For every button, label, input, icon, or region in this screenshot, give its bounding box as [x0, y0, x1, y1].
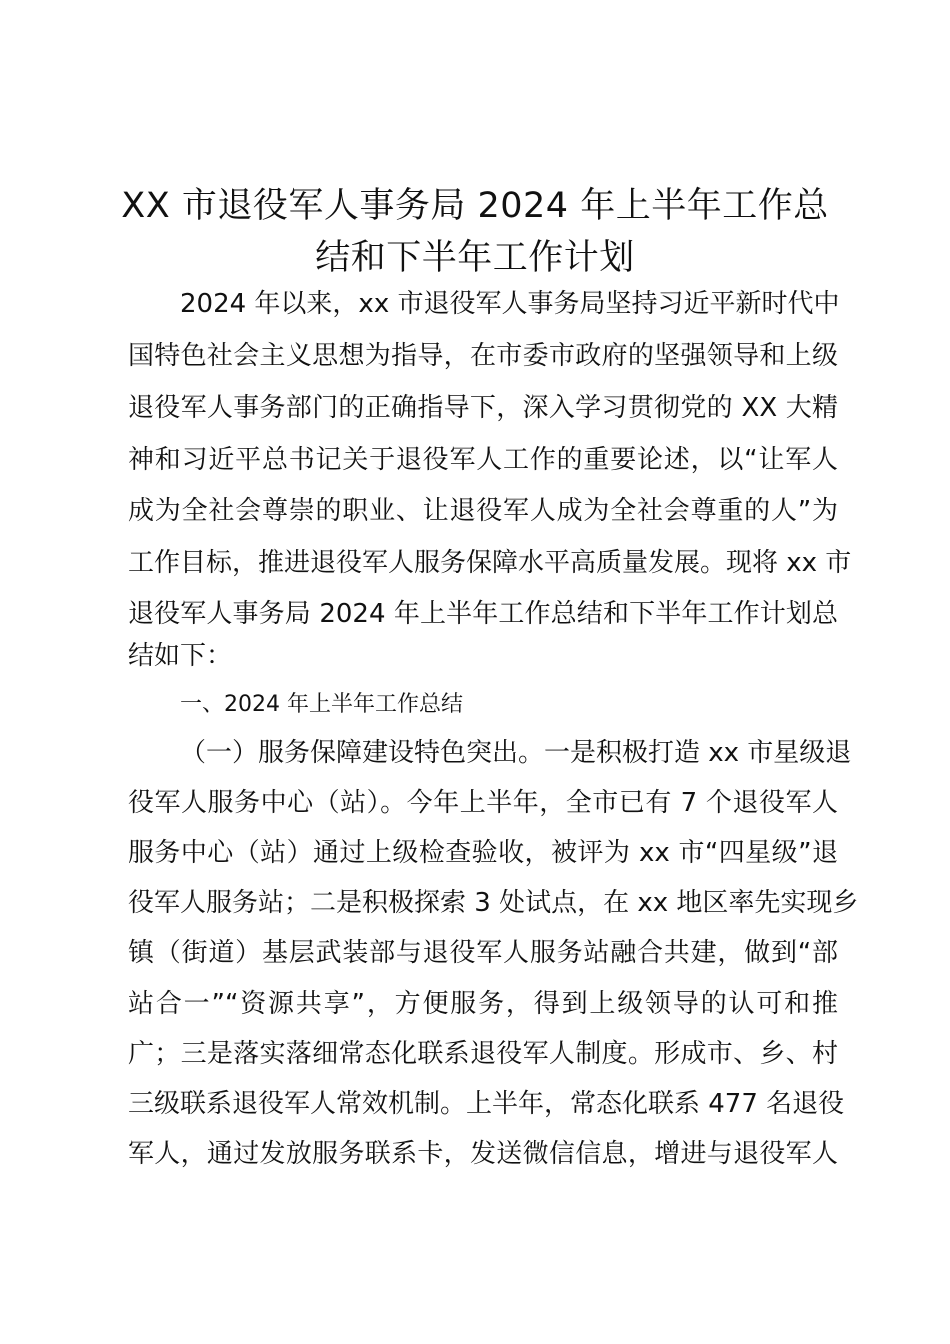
intro-paragraph-line-2: 国特色社会主义思想为指导，在市委市政府的坚强领导和上级	[128, 341, 838, 371]
section-heading: 一、2024 年上半年工作总结	[180, 692, 463, 717]
subsection-paragraph-line-5: 镇（街道）基层武装部与退役军人服务站融合共建，做到“部	[128, 938, 838, 968]
document-title-line-1: XX 市退役军人事务局 2024 年上半年工作总	[121, 186, 829, 226]
subsection-paragraph-line-7: 广；三是落实落细常态化联系退役军人制度。形成市、乡、村	[128, 1039, 838, 1069]
intro-paragraph-line-8: 结如下：	[128, 641, 233, 671]
subsection-paragraph-line-1: （一）服务保障建设特色突出。一是积极打造 xx 市星级退	[180, 738, 852, 768]
subsection-paragraph-line-4: 役军人服务站；二是积极探索 3 处试点，在 xx 地区率先实现乡	[128, 888, 859, 918]
intro-paragraph-line-7: 退役军人事务局 2024 年上半年工作总结和下半年工作计划总	[128, 599, 838, 629]
subsection-paragraph-line-2: 役军人服务中心（站）。今年上半年，全市已有 7 个退役军人	[128, 788, 838, 818]
intro-paragraph-line-1: 2024 年以来，xx 市退役军人事务局坚持习近平新时代中	[180, 289, 840, 319]
subsection-paragraph-line-8: 三级联系退役军人常效机制。上半年，常态化联系 477 名退役	[128, 1089, 845, 1119]
intro-paragraph-line-6: 工作目标，推进退役军人服务保障水平高质量发展。现将 xx 市	[128, 548, 852, 578]
subsection-paragraph-line-6: 站合一”“资源共享”，方便服务，得到上级领导的认可和推	[128, 989, 838, 1019]
intro-paragraph-line-4: 神和习近平总书记关于退役军人工作的重要论述，以“让军人	[128, 445, 838, 475]
intro-paragraph-line-5: 成为全社会尊崇的职业、让退役军人成为全社会尊重的人”为	[128, 496, 838, 526]
document-title-line-2: 结和下半年工作计划	[315, 238, 635, 278]
intro-paragraph-line-3: 退役军人事务部门的正确指导下，深入学习贯彻党的 XX 大精	[128, 393, 838, 423]
subsection-paragraph-line-9: 军人，通过发放服务联系卡，发送微信信息，增进与退役军人	[128, 1139, 838, 1169]
subsection-paragraph-line-3: 服务中心（站）通过上级检查验收，被评为 xx 市“四星级”退	[128, 838, 838, 868]
